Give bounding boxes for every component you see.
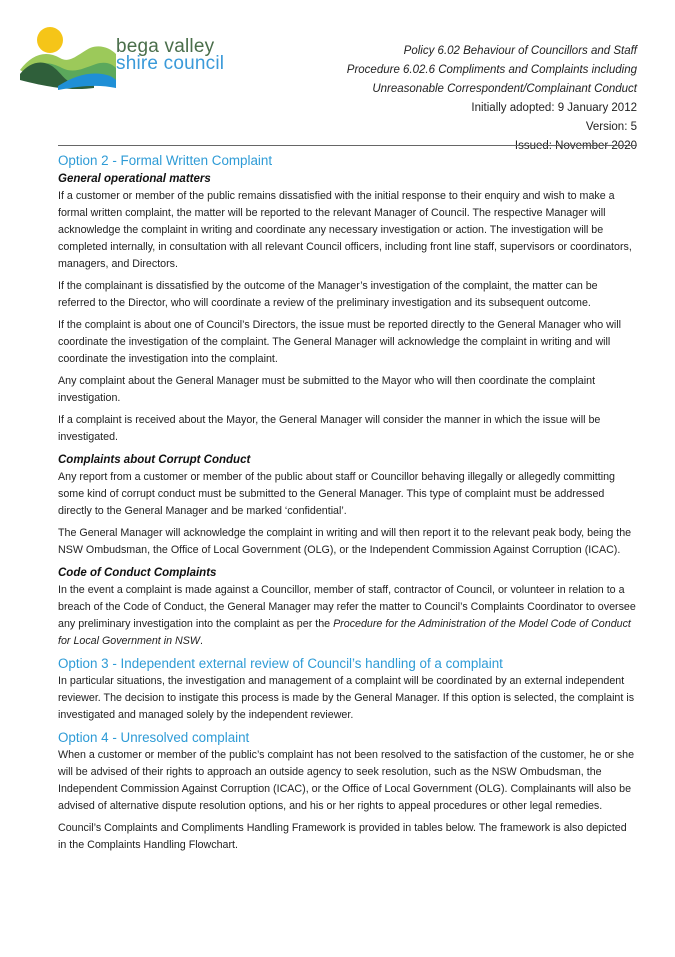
document-header: [347, 42, 637, 156]
subheading-general-operational: General operational matters: [58, 173, 211, 185]
section-heading-option3: Option 3 - Independent external review of Council’s handling of a complaint: [58, 656, 503, 671]
paragraph: [58, 582, 637, 650]
issued-date: Issued: November 2020: [514, 140, 637, 152]
paragraph: Any report from a customer or member of the public about staff or Councillor behaving illegally or allegedly committing some kind of corrupt conduct must be submitted to the General Manager. This type of complaint must be addressed directly to the General Manager and be marked ‘confidential’.: [58, 471, 616, 517]
subheading-code-of-conduct: Code of Conduct Complaints: [58, 567, 217, 579]
paragraph-end: .: [199, 635, 203, 647]
logo-mark-icon: [18, 24, 118, 94]
adopted-date: Initially adopted: 9 January 2012: [471, 102, 637, 114]
procedure-title-cont: Unreasonable Correspondent/Complainant Conduct: [372, 83, 637, 95]
paragraph: If a customer or member of the public remains dissatisfied with the initial response to their enquiry and wish to make a formal written complaint, the matter will be reported to the relevant Manager of Council. The respective Manager will acknowledge the complaint in writing and coordinate any necessary investigation or action. The investigation will be completed internally, in consultation with all relevant Council officers, including front line staff, supervisors or coordinators, managers, and Directors.: [58, 190, 632, 270]
section-heading-option2: Option 2 - Formal Written Complaint: [58, 153, 273, 168]
version: Version: 5: [585, 121, 637, 133]
section-heading-option4: Option 4 - Unresolved complaint: [58, 730, 250, 745]
document-body: [58, 152, 637, 859]
paragraph: When a customer or member of the public’s complaint has not been resolved to the satisfaction of the customer, he or she will be advised of their rights to approach an outside agency to seek resolution, such as the NSW Ombudsman, the Independent Commission Against Corruption (ICAC), or the Office of Local Government (OLG). Complainants will also be advised of alternative dispute resolution options, and his or her rights to appeal procedures or other legal remedies.: [58, 749, 635, 812]
subheading-corrupt-conduct: Complaints about Corrupt Conduct: [58, 454, 251, 466]
paragraph: The General Manager will acknowledge the complaint in writing and will then report it to the relevant peak body, being the NSW Ombudsman, the Office of Local Government (OLG), or the Independent Commission Against Corruption (ICAC).: [58, 527, 632, 556]
paragraph: If the complainant is dissatisfied by the outcome of the Manager’s investigation of the complaint, the matter can be referred to the Director, who will coordinate a review of the preliminary investigation and its subsequent outcome.: [58, 280, 598, 309]
paragraph: If the complaint is about one of Council’s Directors, the issue must be reported directly to the General Manager who will coordinate the investigation of the complaint. The General Manager will acknowledge the complaint in writing and will coordinate the investigation into the complaint.: [58, 319, 621, 365]
paragraph: In particular situations, the investigation and management of a complaint will be coordinated by an external independent reviewer. The decision to instigate this process is made by the General Manager. If this option is selected, the complaint is investigated and managed solely by the independent reviewer.: [58, 675, 635, 721]
procedure-reference: Procedure for the Administration of the Model Code of Conduct for Local Government in NSW: [58, 618, 631, 647]
header-divider: [58, 145, 637, 146]
paragraph: Any complaint about the General Manager must be submitted to the Mayor who will then coordinate the complaint investigation.: [58, 375, 596, 404]
paragraph: If a complaint is received about the Mayor, the General Manager will consider the manner in which the issue will be investigated.: [58, 414, 601, 443]
logo-text-line2: shire council: [116, 53, 225, 74]
council-logo: [18, 24, 238, 94]
paragraph: Council’s Complaints and Compliments Handling Framework is provided in tables below. The framework is also depicted in the Complaints Handling Flowchart.: [58, 822, 627, 851]
paragraph-text: In the event a complaint is made against a Councillor, member of staff, contractor of Council, or volunteer in relation to a breach of the Code of Conduct, the General Manager may refer the matter to Council’s Complaints Coordinator to oversee any preliminary investigation into the complaint as per the: [58, 584, 636, 630]
policy-title: Policy 6.02 Behaviour of Councillors and Staff: [403, 45, 637, 57]
procedure-title: Procedure 6.02.6 Compliments and Complaints including: [346, 64, 637, 76]
logo-text-line1: bega valley: [116, 36, 215, 57]
